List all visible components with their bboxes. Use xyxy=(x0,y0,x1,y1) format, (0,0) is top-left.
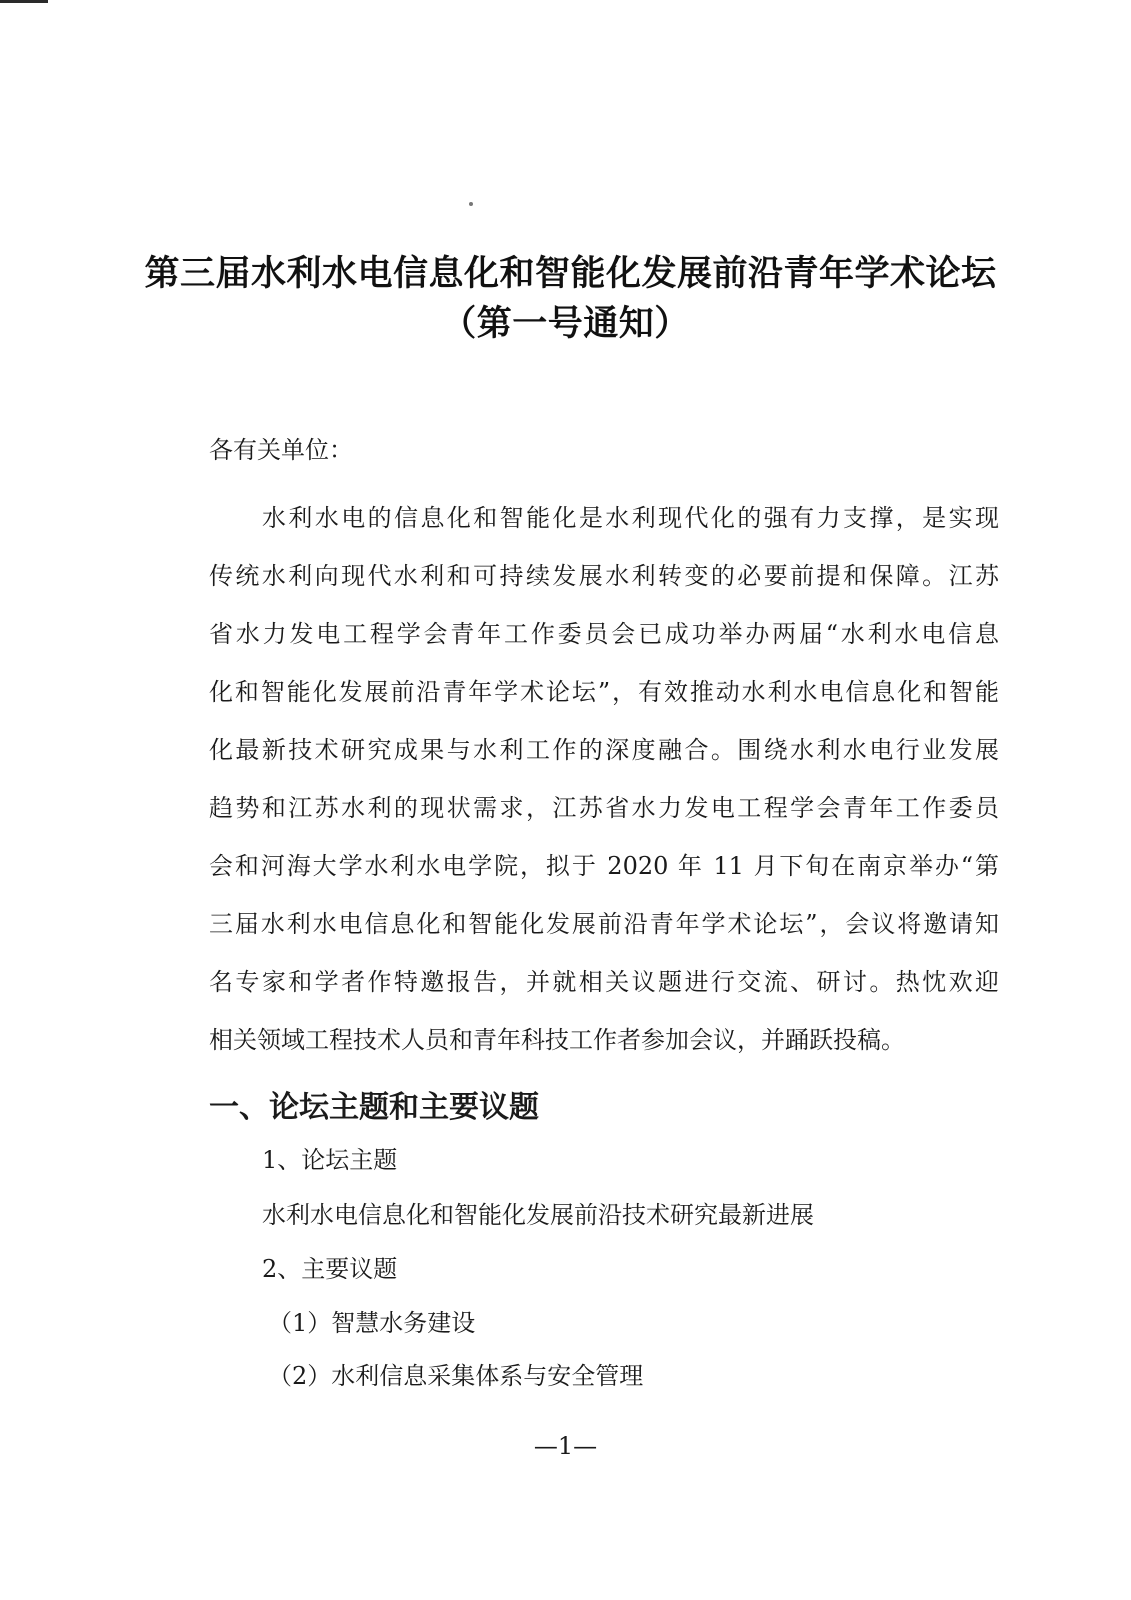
item-label-main-topics: 2、主要议题 xyxy=(262,1255,398,1283)
topic-item: （2）水利信息采集体系与安全管理 xyxy=(268,1362,644,1390)
scan-speck xyxy=(469,202,473,206)
body-line: 水利水电的信息化和智能化是水利现代化的强有力支撑，是实现 xyxy=(262,504,999,532)
body-line: 趋势和江苏水利的现状需求，江苏省水力发电工程学会青年工作委员 xyxy=(209,794,999,822)
body-line: 相关领域工程技术人员和青年科技工作者参加会议，并踊跃投稿。 xyxy=(209,1026,905,1054)
item-label-forum-theme: 1、论坛主题 xyxy=(262,1146,398,1174)
body-line: 传统水利向现代水利和可持续发展水利转变的必要前提和保障。江苏 xyxy=(209,562,999,590)
body-line: 三届水利水电信息化和智能化发展前沿青年学术论坛”，会议将邀请知 xyxy=(209,910,999,938)
forum-theme-text: 水利水电信息化和智能化发展前沿技术研究最新进展 xyxy=(262,1201,814,1229)
section-heading: 一、论坛主题和主要议题 xyxy=(209,1090,539,1125)
body-line: 名专家和学者作特邀报告，并就相关议题进行交流、研讨。热忱欢迎 xyxy=(209,968,999,996)
scan-edge-mark xyxy=(0,0,48,3)
document-title: 第三届水利水电信息化和智能化发展前沿青年学术论坛 xyxy=(144,254,997,294)
body-line: 会和河海大学水利水电学院，拟于 2020 年 11 月下旬在南京举办“第 xyxy=(209,852,999,880)
salutation: 各有关单位： xyxy=(209,436,353,464)
page-number: —1— xyxy=(533,1432,598,1460)
body-line: 省水力发电工程学会青年工作委员会已成功举办两届“水利水电信息 xyxy=(209,620,999,648)
document-subtitle: （第一号通知） xyxy=(441,304,690,344)
topic-item: （1）智慧水务建设 xyxy=(268,1309,476,1337)
body-line: 化最新技术研究成果与水利工作的深度融合。围绕水利水电行业发展 xyxy=(209,736,999,764)
body-line: 化和智能化发展前沿青年学术论坛”，有效推动水利水电信息化和智能 xyxy=(209,678,999,706)
